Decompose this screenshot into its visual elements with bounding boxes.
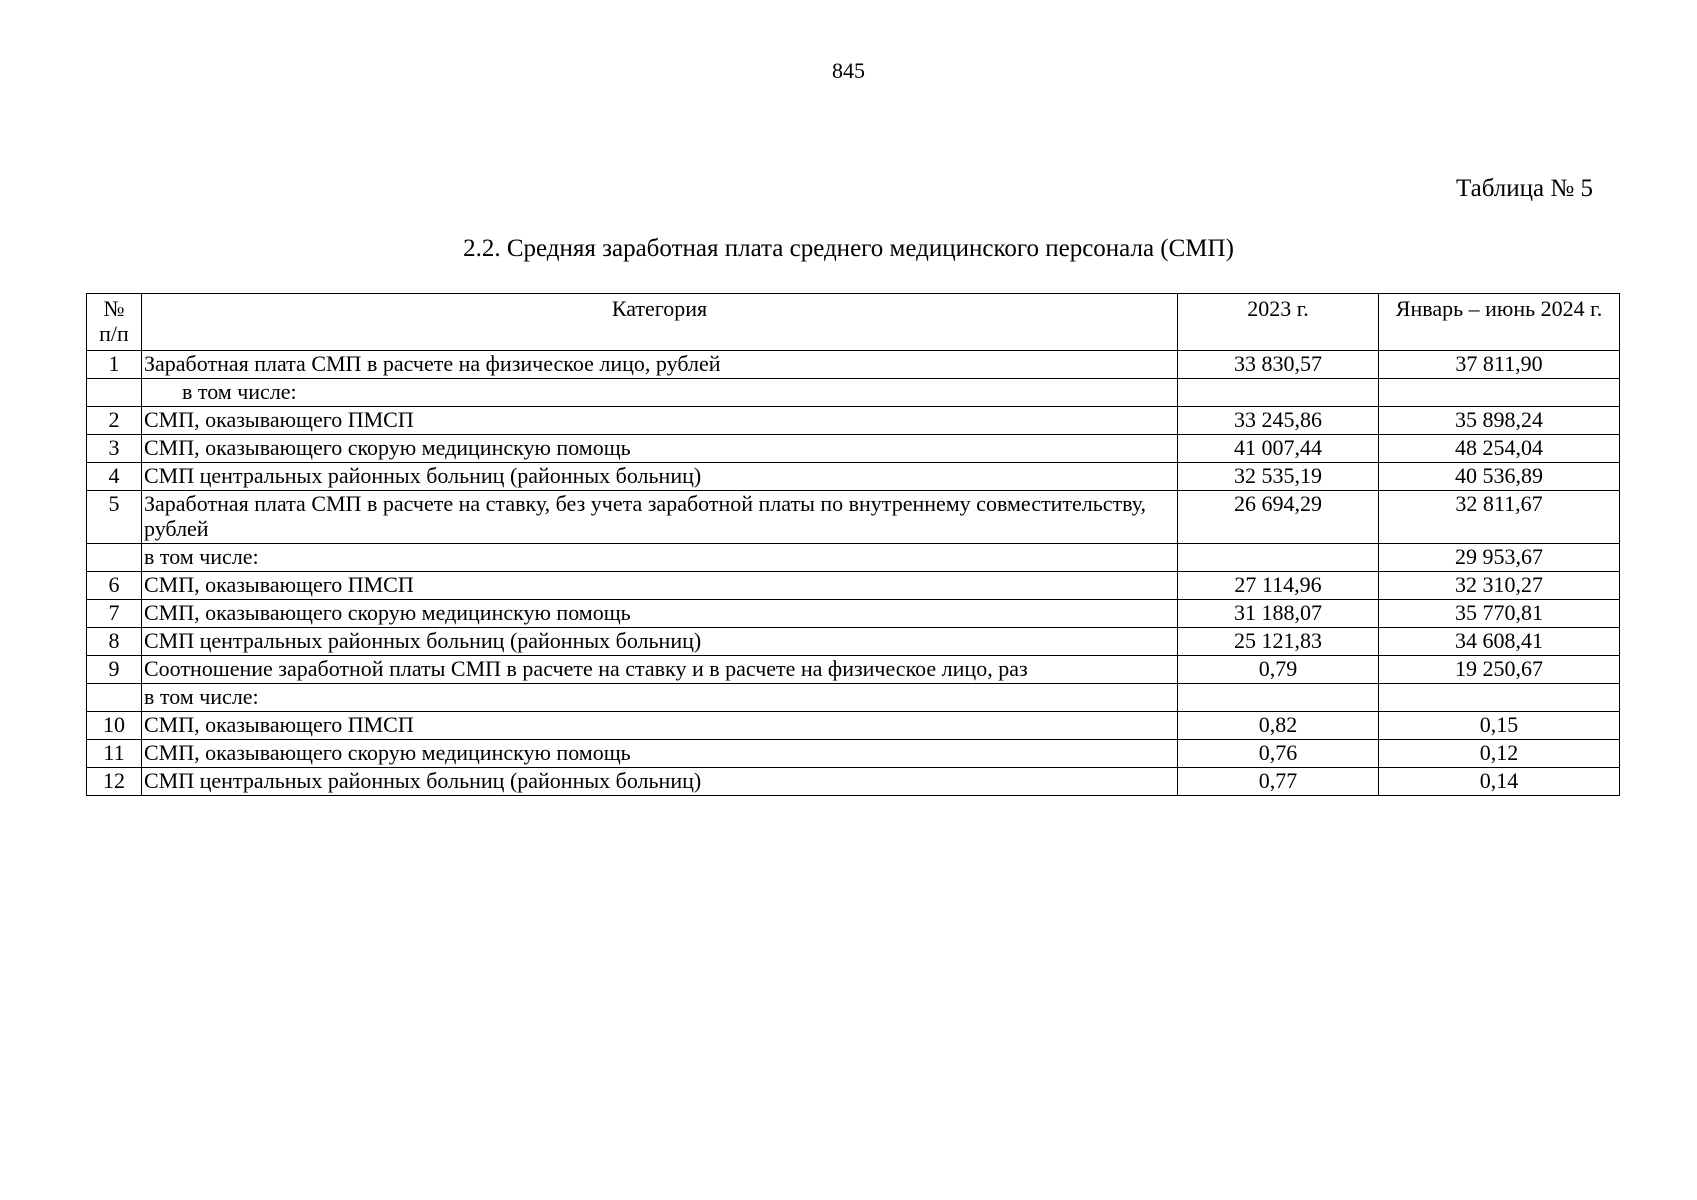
row-value-2024-cell: 37 811,90 [1379, 351, 1620, 379]
row-category-cell: Соотношение заработной платы СМП в расчете на ставку и в расчете на физическое лицо, раз [142, 656, 1178, 684]
row-value-2024-cell [1379, 379, 1620, 407]
header-number-line2: п/п [99, 321, 129, 346]
table-row [87, 712, 1620, 740]
table-header-row [87, 294, 1620, 351]
row-value-2024-cell: 32 811,67 [1379, 491, 1620, 544]
table-row [87, 572, 1620, 600]
row-number-cell: 8 [87, 628, 142, 656]
table-label: Таблица № 5 [1455, 175, 1593, 202]
row-number-cell: 3 [87, 435, 142, 463]
table-row [87, 351, 1620, 379]
row-category-cell: СМП, оказывающего ПМСП [142, 572, 1178, 600]
row-value-2024-cell [1379, 684, 1620, 712]
row-category-cell: в том числе: [142, 379, 1178, 407]
row-value-2023-cell [1178, 684, 1379, 712]
row-value-2023-cell: 0,77 [1178, 768, 1379, 796]
row-value-2024-cell: 48 254,04 [1379, 435, 1620, 463]
row-number-cell [87, 684, 142, 712]
row-value-2023-cell: 41 007,44 [1178, 435, 1379, 463]
row-category-cell: СМП центральных районных больниц (районных больниц) [142, 463, 1178, 491]
table-title: 2.2. Средняя заработная плата среднего медицинского персонала (СМП) [463, 235, 1234, 262]
header-2024: Январь – июнь 2024 г. [1379, 294, 1620, 351]
table-row [87, 600, 1620, 628]
header-number-line1: № [103, 296, 125, 321]
row-category-cell: Заработная плата СМП в расчете на физическое лицо, рублей [142, 351, 1178, 379]
row-value-2024-cell: 35 770,81 [1379, 600, 1620, 628]
row-value-2024-cell: 40 536,89 [1379, 463, 1620, 491]
row-value-2024-cell: 0,12 [1379, 740, 1620, 768]
row-number-cell: 10 [87, 712, 142, 740]
row-value-2023-cell [1178, 379, 1379, 407]
row-value-2023-cell [1178, 544, 1379, 572]
row-value-2023-cell: 25 121,83 [1178, 628, 1379, 656]
row-value-2023-cell: 0,82 [1178, 712, 1379, 740]
row-category-cell: СМП, оказывающего скорую медицинскую помощь [142, 740, 1178, 768]
row-category-cell: СМП, оказывающего скорую медицинскую помощь [142, 600, 1178, 628]
row-number-cell: 12 [87, 768, 142, 796]
table-row [87, 407, 1620, 435]
row-value-2024-cell: 0,14 [1379, 768, 1620, 796]
table-row [87, 656, 1620, 684]
row-number-cell [87, 544, 142, 572]
header-2023: 2023 г. [1178, 294, 1379, 351]
table-row [87, 463, 1620, 491]
row-value-2024-cell: 32 310,27 [1379, 572, 1620, 600]
row-category-cell: СМП, оказывающего ПМСП [142, 712, 1178, 740]
table-row [87, 740, 1620, 768]
row-value-2023-cell: 33 245,86 [1178, 407, 1379, 435]
table-row [87, 628, 1620, 656]
row-number-cell: 1 [87, 351, 142, 379]
page-number: 845 [832, 58, 865, 83]
row-number-cell [87, 379, 142, 407]
row-value-2024-cell: 34 608,41 [1379, 628, 1620, 656]
row-number-cell: 4 [87, 463, 142, 491]
row-category-cell: СМП центральных районных больниц (районных больниц) [142, 628, 1178, 656]
row-value-2023-cell: 33 830,57 [1178, 351, 1379, 379]
row-value-2023-cell: 26 694,29 [1178, 491, 1379, 544]
table-row [87, 491, 1620, 544]
table-row [87, 684, 1620, 712]
row-category-cell: СМП, оказывающего ПМСП [142, 407, 1178, 435]
row-value-2024-cell: 19 250,67 [1379, 656, 1620, 684]
table-row [87, 544, 1620, 572]
row-category-cell: Заработная плата СМП в расчете на ставку, без учета заработной платы по внутреннему совместительству, рублей [142, 491, 1178, 544]
row-value-2023-cell: 0,76 [1178, 740, 1379, 768]
row-value-2023-cell: 32 535,19 [1178, 463, 1379, 491]
row-value-2024-cell: 0,15 [1379, 712, 1620, 740]
table-row [87, 379, 1620, 407]
table-row [87, 768, 1620, 796]
row-category-cell: в том числе: [142, 684, 1178, 712]
table-row [87, 435, 1620, 463]
row-value-2023-cell: 31 188,07 [1178, 600, 1379, 628]
row-value-2024-cell: 35 898,24 [1379, 407, 1620, 435]
row-value-2023-cell: 27 114,96 [1178, 572, 1379, 600]
header-number [87, 294, 142, 351]
row-category-cell: СМП, оказывающего скорую медицинскую помощь [142, 435, 1178, 463]
row-number-cell: 6 [87, 572, 142, 600]
row-value-2023-cell: 0,79 [1178, 656, 1379, 684]
table-body [87, 351, 1620, 796]
row-category-cell: в том числе: [142, 544, 1178, 572]
salary-table [86, 293, 1620, 796]
row-value-2024-cell: 29 953,67 [1379, 544, 1620, 572]
row-category-cell: СМП центральных районных больниц (районных больниц) [142, 768, 1178, 796]
row-number-cell: 5 [87, 491, 142, 544]
row-number-cell: 7 [87, 600, 142, 628]
header-category: Категория [142, 294, 1178, 351]
row-number-cell: 2 [87, 407, 142, 435]
row-number-cell: 11 [87, 740, 142, 768]
row-number-cell: 9 [87, 656, 142, 684]
